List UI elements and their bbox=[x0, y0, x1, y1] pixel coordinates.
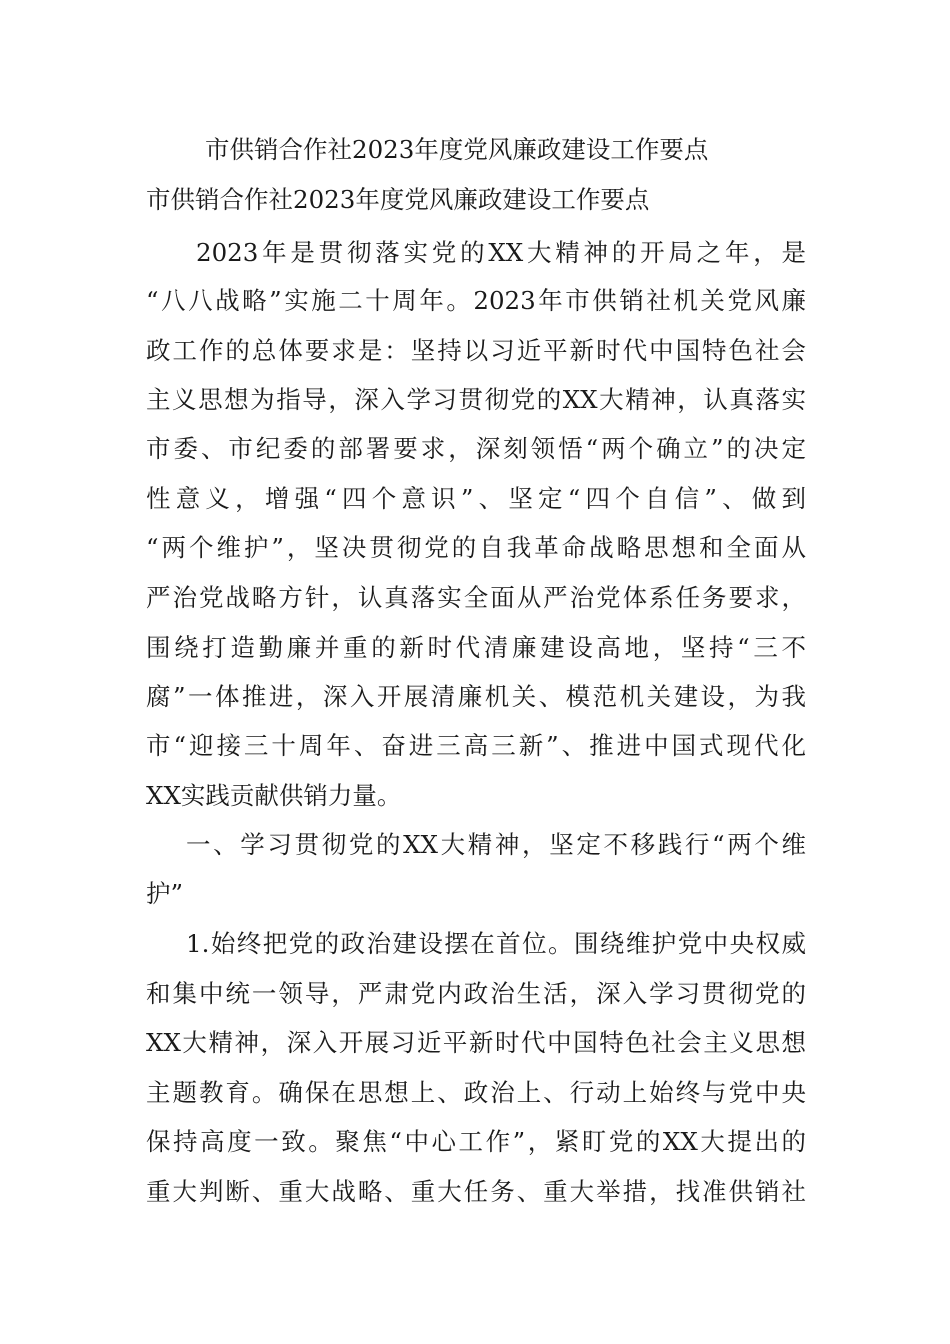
paragraph-line: 2023年是贯彻落实党的XX大精神的开局之年，是 bbox=[196, 238, 806, 267]
section-heading-line: 护” bbox=[146, 879, 184, 908]
paragraph-line: 重大判断、重大战略、重大任务、重大举措，找准供销社 bbox=[146, 1177, 806, 1206]
paragraph-line: 和集中统一领导，严肃党内政治生活，深入学习贯彻党的 bbox=[146, 979, 806, 1008]
paragraph-line: 政工作的总体要求是：坚持以习近平新时代中国特色社会 bbox=[146, 336, 806, 365]
paragraph-line: “八八战略”实施二十周年。2023年市供销社机关党风廉 bbox=[146, 286, 806, 315]
document-subtitle: 市供销合作社2023年度党风廉政建设工作要点 bbox=[146, 185, 650, 214]
section-heading-line: 一、学习贯彻党的XX大精神，坚定不移践行“两个维 bbox=[186, 830, 806, 859]
document-title: 市供销合作社2023年度党风廉政建设工作要点 bbox=[205, 135, 709, 164]
paragraph-line: “两个维护”，坚决贯彻党的自我革命战略思想和全面从 bbox=[146, 533, 806, 562]
paragraph-line: 市委、市纪委的部署要求，深刻领悟“两个确立”的决定 bbox=[146, 434, 806, 463]
paragraph-line: XX大精神，深入开展习近平新时代中国特色社会主义思想 bbox=[146, 1028, 806, 1057]
paragraph-line: 主题教育。确保在思想上、政治上、行动上始终与党中央 bbox=[146, 1078, 806, 1107]
paragraph-line: XX实践贡献供销力量。 bbox=[146, 781, 402, 810]
paragraph-line: 腐”一体推进，深入开展清廉机关、模范机关建设，为我 bbox=[146, 682, 806, 711]
paragraph-line: 严治党战略方针，认真落实全面从严治党体系任务要求， bbox=[146, 583, 806, 612]
paragraph-line: 围绕打造勤廉并重的新时代清廉建设高地，坚持“三不 bbox=[146, 633, 806, 662]
paragraph-line: 主义思想为指导，深入学习贯彻党的XX大精神，认真落实 bbox=[146, 385, 806, 414]
paragraph-line: 市“迎接三十周年、奋进三高三新”、推进中国式现代化 bbox=[146, 731, 806, 760]
paragraph-line: 1.始终把党的政治建设摆在首位。围绕维护党中央权威 bbox=[186, 929, 806, 958]
paragraph-line: 保持高度一致。聚焦“中心工作”，紧盯党的XX大提出的 bbox=[146, 1127, 806, 1156]
paragraph-line: 性意义，增强“四个意识”、坚定“四个自信”、做到 bbox=[146, 484, 806, 513]
